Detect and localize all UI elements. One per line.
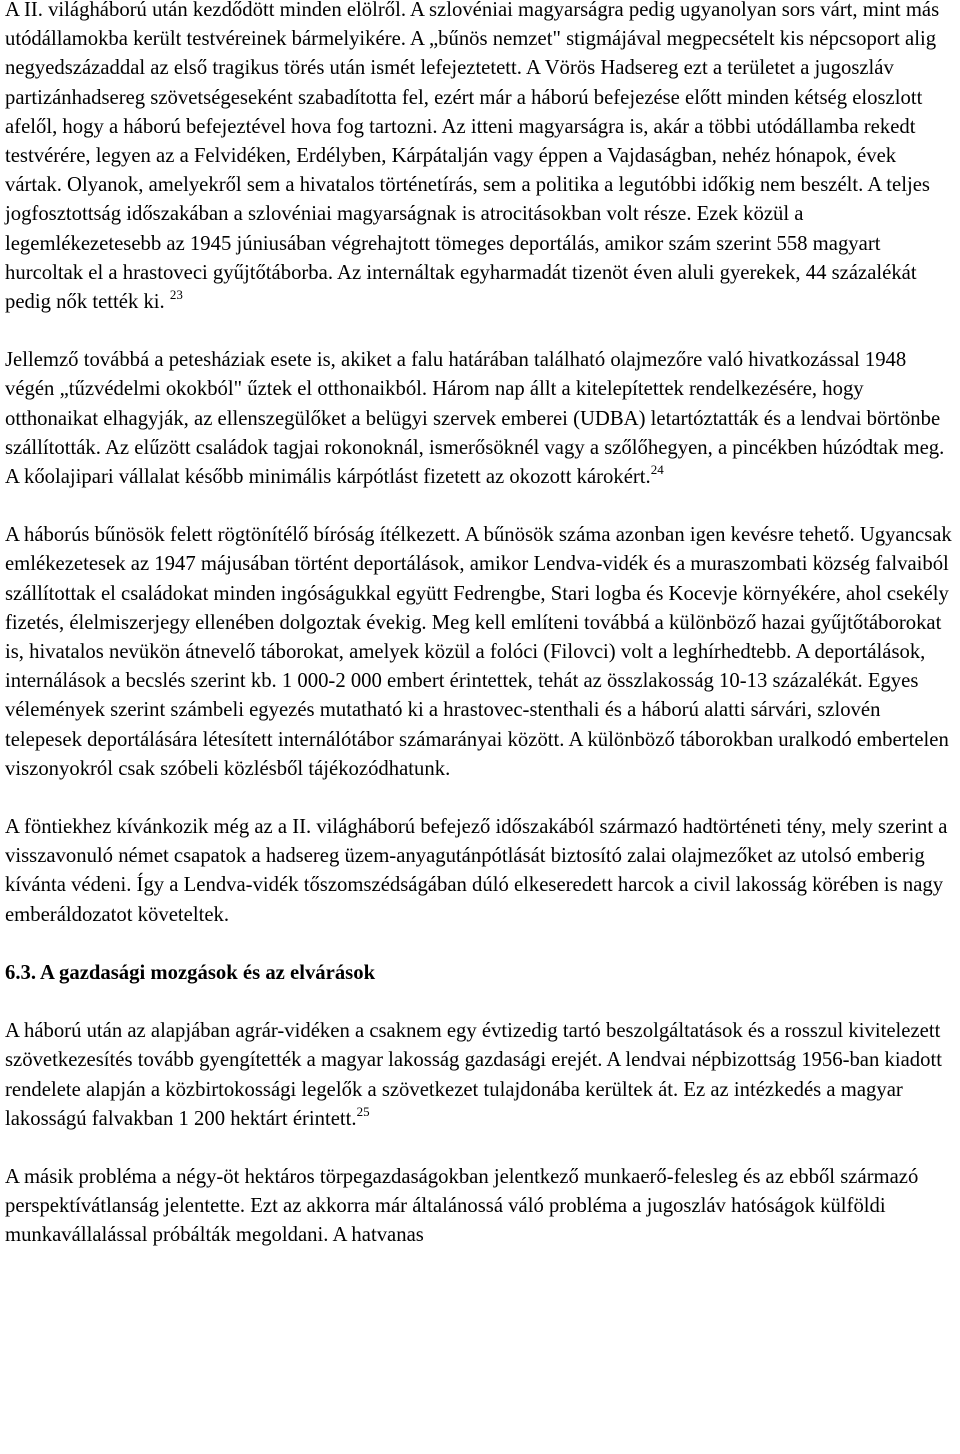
paragraph-postwar-deportations [5, 0, 954, 317]
paragraph-labor-surplus: A másik probléma a négy-öt hektáros törpegazdaságokban jelentkező munkaerő-felesleg és az ebből származó perspektívátlanság jelentette. Ezt az akkorra már általánossá váló probléma a jugoszláv hatóságok külföldi munkavállalással próbálták megoldani. A hatvanas [5, 1165, 919, 1247]
footnote-ref-23[interactable]: 23 [169, 287, 183, 303]
footnote-ref-24[interactable]: 24 [650, 462, 664, 478]
footnote-ref-25[interactable]: 25 [356, 1103, 370, 1119]
paragraph-text: A II. világháború után kezdődött minden elölről. A szlovéniai magyarságra pedig ugyanolyan sors várt, mint más utódállamokba került testvéreinek bármelyikére. A „bűnös nemzet" stigmájával megpecsételt kis népcsoport alig negyedszázaddal az első tragikus törés után ismét lefejeztetett. A Vörös Hadsereg ezt a területet a jugoszláv partizánhadsereg szövetségeseként szabadította fel, ezért már a háború befejezése előtt minden kétség eloszlott afelől, hogy a háború befejeztével hova fog tartozni. Az itteni magyarságra is, akár a többi utódállamba rekedt testvérére, legyen az a Felvidéken, Erdélyben, Kárpátalján vagy éppen a Vajdaságban, nehéz hónapok, évek vártak. Olyanok, amelyekről sem a hivatalos történetírás, sem a politika a legutóbbi időkig nem beszélt. A teljes jogfosztottság időszakában a szlovéniai magyarságnak is atrocitásokban volt része. Ezek közül a legemlékezetesebb az 1945 júniusában végrehajtott tömeges deportálás, amikor szám szerint 558 magyart hurcoltak el a hrastoveci gyűjtőtáborba. Az internáltak egyharmadát tizenöt éven aluli gyerekek, 44 százalékát pedig nők tették ki. [5, 0, 940, 314]
paragraph-military-history: A föntiekhez kívánkozik még az a II. világháború befejező időszakából származó hadtörténeti tény, mely szerint a visszavonuló német csapatok a hadsereg üzem-anyagutánpótlását biztosító zalai olajmezőket az utolsó emberig kívánta védeni. Így a Lendva-vidék tőszomszédságában dúló elkeseredett harcok a civil lakosság körében is nagy emberáldozatot követeltek. [5, 816, 948, 926]
paragraph-petesháza [5, 346, 954, 492]
paragraph-text: A háború után az alapjában agrár-vidéken a csaknem egy évtizedig tartó beszolgáltatások és a rosszul kivitelezett szövetkezesítés tovább gyengítették a magyar lakosság gazdasági erejét. A lendvai népbizottság 1956-ban kiadott rendelete alapján a közbirtokossági legelők a szövetkezet tulajdonába kerültek át. Ez az intézkedés a magyar lakosságú falvakban 1 200 hektárt érintett. [5, 1020, 942, 1130]
paragraph-war-criminals: A háborús bűnösök felett rögtönítélő bíróság ítélkezett. A bűnösök száma azonban igen kevésre tehető. Ugyancsak emlékezetesek az 1947 májusában történt deportálások, amikor Lendva-vidék és a muraszombati község falvaiból szállítottak el családokat minden ingóságukkal együtt Fedrengbe, Stari logba és Kocevje környékére, ahol csekély fizetés, élelmiszerjegy ellenében dolgoztak évekig. Meg kell említeni továbbá a különböző hazai gyűjtőtáborokat is, hivatalos nevükön átnevelő táborokat, amelyek közül a folóci (Filovci) volt a leghírhedtebb. A deportálások, internálások a becslés szerint kb. 1 000-2 000 embert érintettek, tehát az összlakosság 10-13 százalékát. Egyes vélemények szerint számbeli egyezés mutatható ki a hrastovec-stenthali és a háború alatti sárvári, szlovén telepesek deportálására létesített internálótábor számarányai között. A különböző táborokban uralkodó embertelen viszonyokról csak szóbeli közlésből tájékozódhatunk. [5, 524, 952, 780]
paragraph-text: Jellemző továbbá a petesháziak esete is, akiket a falu határában található olajmezőre való hivatkozással 1948 végén „tűzvédelmi okokból" űztek el otthonaikból. Három nap állt a kitelepítettek rendelkezésére, hogy otthonaikat elhagyják, az ellenszegülőket a belügyi szervek emberei (UDBA) letartóztatták és a lendvai börtönbe szállították. Az elűzött családok tagjai rokonoknál, ismerősöknél vagy a szőlőhegyen, a pincékben húzódtak meg. A kőolajipari vállalat később minimális kárpótlást fizetett az okozott károkért. [5, 349, 945, 489]
section-heading: 6.3. A gazdasági mozgások és az elvárások [5, 961, 376, 984]
paragraph-agrarian-economy [5, 1017, 954, 1134]
